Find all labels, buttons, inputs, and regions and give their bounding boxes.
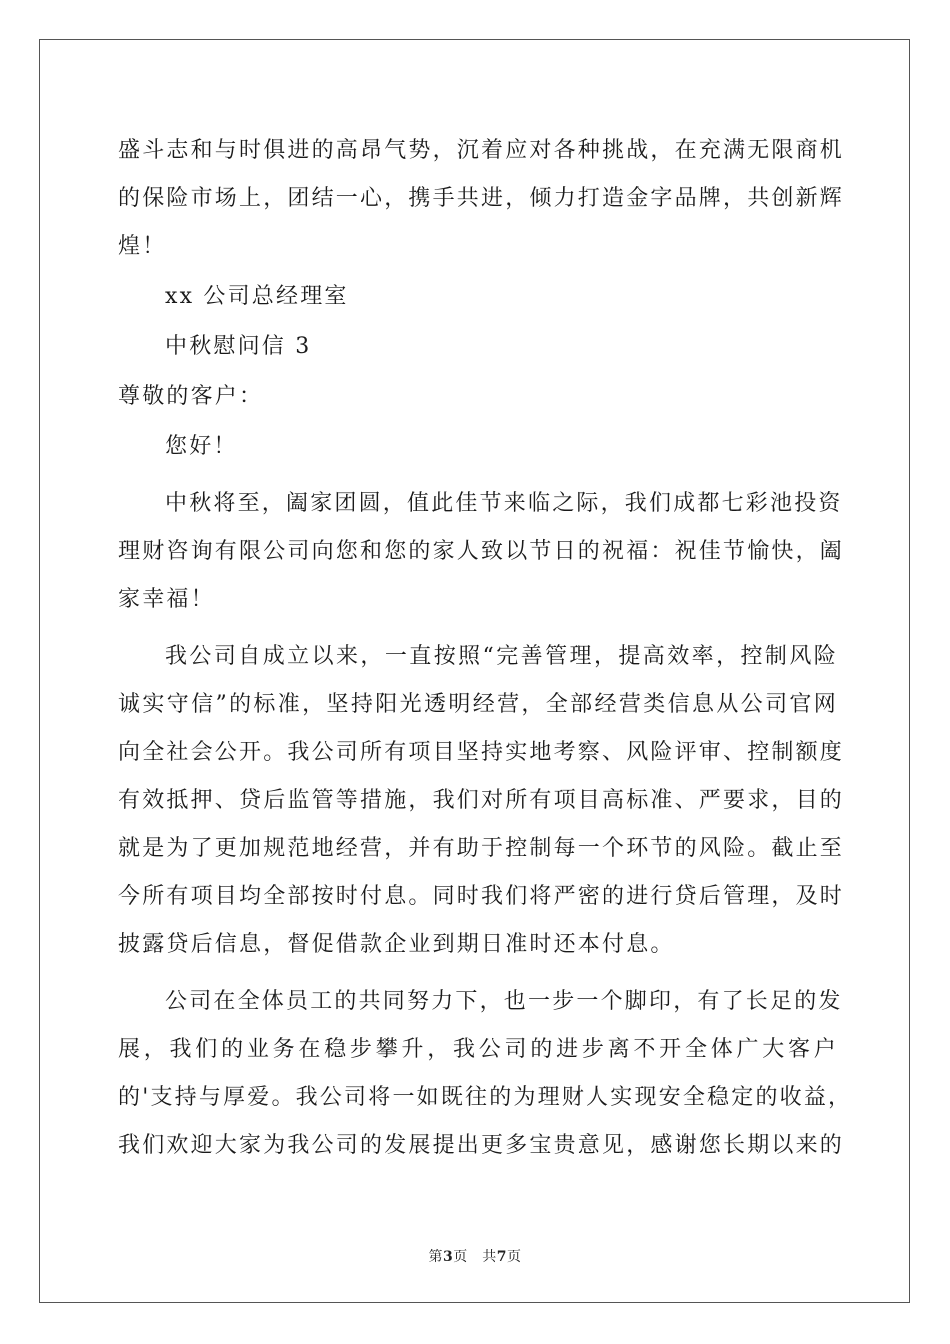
paragraph-line: 我们欢迎大家为我公司的发展提出更多宝贵意见，感谢您长期以来的 [118,1133,845,1158]
paragraph-line: 展，我们的业务在稳步攀升，我公司的进步离不开全体广大客户 [118,1037,838,1062]
paragraph-line: 就是为了更加规范地经营，并有助于控制每一个环节的风险。截止至 [118,836,845,861]
paragraph-line: 今所有项目均全部按时付息。同时我们将严密的进行贷后管理，及时 [118,884,845,909]
paragraph-line: 的保险市场上，团结一心，携手共进，倾力打造金字品牌，共创新辉 [118,186,845,211]
paragraph-line: 的'支持与厚爱。我公司将一如既往的为理财人实现安全稳定的收益， [118,1085,853,1110]
paragraph-line: 中秋将至，阖家团圆，值此佳节来临之际，我们成都七彩池投资 [165,491,843,516]
paragraph-line: 煌！ [118,234,167,259]
paragraph-line: 我公司自成立以来，一直按照“完善管理，提高效率，控制风险 [165,644,838,669]
signature-line: xx 公司总经理室 [165,284,349,309]
paragraph-line: 公司在全体员工的共同努力下，也一步一个脚印，有了长足的发 [165,989,843,1014]
salutation: 尊敬的客户： [118,384,264,409]
paragraph-line: 有效抵押、贷后监管等措施，我们对所有项目高标准、严要求，目的 [118,788,845,813]
paragraph-line: 诚实守信”的标准，坚持阳光透明经营，全部经营类信息从公司官网 [118,692,838,717]
paragraph-line: 家幸福！ [118,587,215,612]
document-body [118,127,853,1170]
current-page-number: 3 [443,1249,454,1265]
paragraph-line: 理财咨询有限公司向您和您的家人致以节日的祝福：祝佳节愉快，阖 [118,539,845,564]
page-footer [0,1246,950,1266]
section-title: 中秋慰问信 3 [165,334,312,359]
paragraph-line: 披露贷后信息，督促借款企业到期日准时还本付息。 [118,932,675,957]
footer-suffix: 页 [507,1249,522,1265]
paragraph-line: 向全社会公开。我公司所有项目坚持实地考察、风险评审、控制额度 [118,740,845,765]
greeting: 您好！ [165,434,238,459]
paragraph-line: 盛斗志和与时俱进的高昂气势，沉着应对各种挑战，在充满无限商机 [118,138,845,163]
footer-mid: 页 共 [453,1249,497,1265]
footer-prefix: 第 [428,1249,443,1265]
total-page-number: 7 [496,1249,507,1265]
